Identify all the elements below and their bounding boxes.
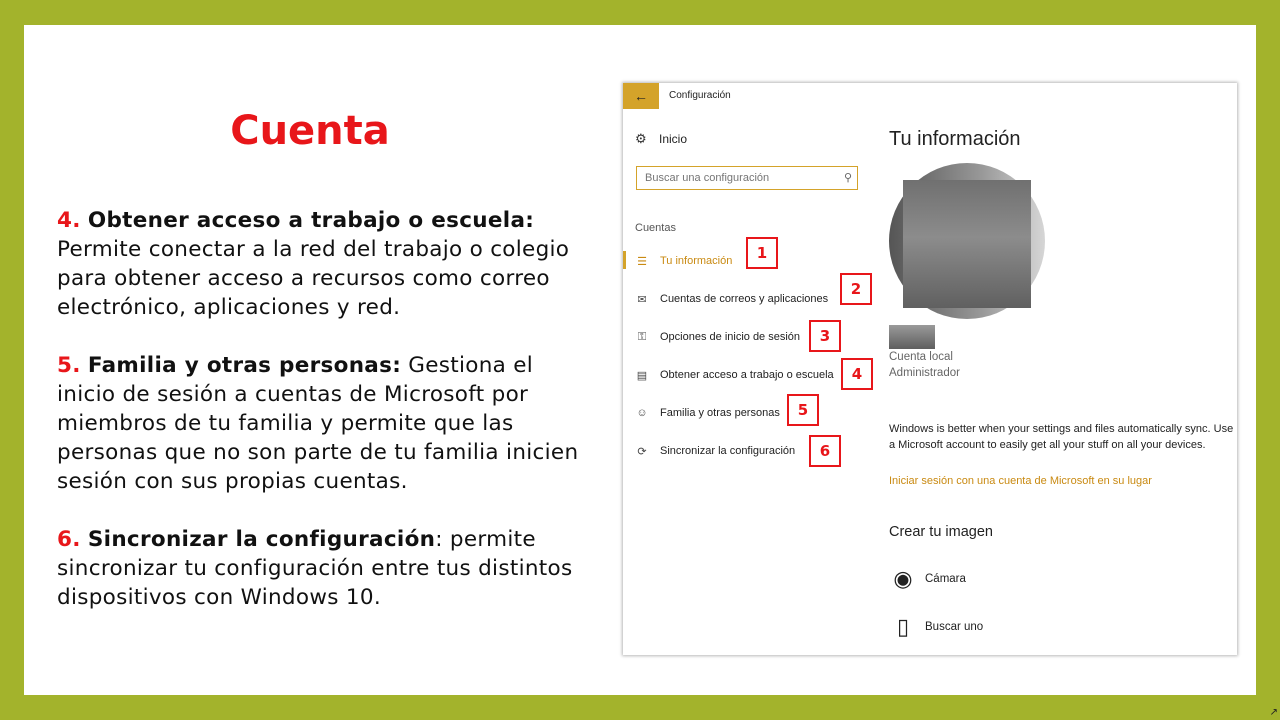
nav-label: Cuentas de correos y aplicaciones	[660, 293, 829, 305]
avatar-image	[903, 180, 1031, 308]
account-type-line: Cuenta local	[889, 351, 953, 363]
item-heading: Obtener acceso a trabajo o escuela:	[87, 208, 535, 233]
page-heading: Tu información	[889, 128, 1021, 150]
item-6	[57, 525, 597, 612]
nav-item-opciones-inicio[interactable]	[623, 327, 800, 347]
slide-text	[57, 206, 597, 641]
nav-item-cuentas-correo[interactable]	[623, 289, 828, 309]
search-box[interactable]	[636, 166, 858, 190]
browse-label: Buscar uno	[925, 621, 984, 633]
user-name-blurred	[889, 325, 935, 349]
mouse-cursor-icon: ↗	[1269, 707, 1278, 718]
nav-item-familia[interactable]	[623, 403, 780, 423]
nav-label: Obtener acceso a trabajo o escuela	[660, 369, 834, 381]
search-input[interactable]	[645, 170, 835, 186]
document-icon: ▯	[896, 614, 910, 639]
sync-description: Windows is better when your settings and files automatically sync. Use a Microsoft account to easily get all your stuff on all your devices.	[889, 423, 1234, 451]
account-role-line: Administrador	[889, 367, 960, 379]
item-5	[57, 351, 597, 496]
briefcase-icon: ▤	[636, 369, 648, 382]
mail-icon: ✉	[637, 293, 647, 306]
camera-label: Cámara	[925, 573, 966, 585]
person-icon: ☺	[636, 407, 648, 419]
nav-item-trabajo-escuela[interactable]	[623, 365, 834, 385]
item-heading: Familia y otras personas:	[87, 353, 402, 378]
callout-badge: 3	[809, 320, 841, 352]
item-number: 6.	[57, 527, 81, 552]
item-body: Permite conectar a la red del trabajo o colegio para obtener acceso a recursos como correo electrónico, aplicaciones y red.	[57, 237, 570, 320]
nav-item-sincronizar[interactable]	[623, 441, 795, 461]
microsoft-signin-link[interactable]: Iniciar sesión con una cuenta de Microsoft en su lugar	[889, 475, 1152, 487]
person-card-icon: ☰	[637, 255, 647, 268]
item-body: : permite sincronizar tu configuración entre tus distintos dispositivos con Windows 10.	[57, 527, 573, 610]
arrow-left-icon: ←	[634, 88, 648, 104]
nav-label: Familia y otras personas	[660, 407, 780, 419]
search-icon: ⚲	[843, 172, 852, 184]
callout-badge: 1	[746, 237, 778, 269]
slide-title: Cuenta	[230, 108, 390, 154]
account-type	[889, 349, 960, 381]
nav-label: Sincronizar la configuración	[660, 445, 796, 457]
nav-label: Tu información	[660, 255, 733, 267]
item-4	[57, 206, 597, 322]
settings-window	[623, 83, 1237, 655]
browse-option[interactable]	[889, 613, 983, 641]
sync-icon: ⟳	[637, 445, 647, 458]
home-link[interactable]	[635, 132, 687, 146]
callout-badge: 2	[840, 273, 872, 305]
item-heading: Sincronizar la configuración	[87, 527, 436, 552]
create-picture-heading: Crear tu imagen	[889, 524, 993, 540]
camera-icon: ◉	[893, 566, 913, 591]
key-icon: ⚿	[637, 330, 647, 343]
item-number: 4.	[57, 208, 81, 233]
callout-badge: 5	[787, 394, 819, 426]
back-button[interactable]	[623, 83, 659, 109]
title-bar	[623, 83, 1237, 109]
nav-item-tu-informacion[interactable]	[623, 251, 732, 271]
item-body: Gestiona el inicio de sesión a cuentas de Microsoft por miembros de tu familia y permite que las personas que no son parte de tu familia inicien sesión con sus propias cuentas.	[57, 353, 579, 494]
gear-icon: ⚙	[635, 131, 647, 146]
section-label: Cuentas	[635, 222, 676, 234]
callout-badge: 6	[809, 435, 841, 467]
home-label: Inicio	[659, 132, 688, 146]
nav-label: Opciones de inicio de sesión	[660, 331, 801, 343]
item-number: 5.	[57, 353, 81, 378]
window-title: Configuración	[669, 90, 731, 101]
callout-badge: 4	[841, 358, 873, 390]
camera-option[interactable]	[889, 565, 966, 593]
